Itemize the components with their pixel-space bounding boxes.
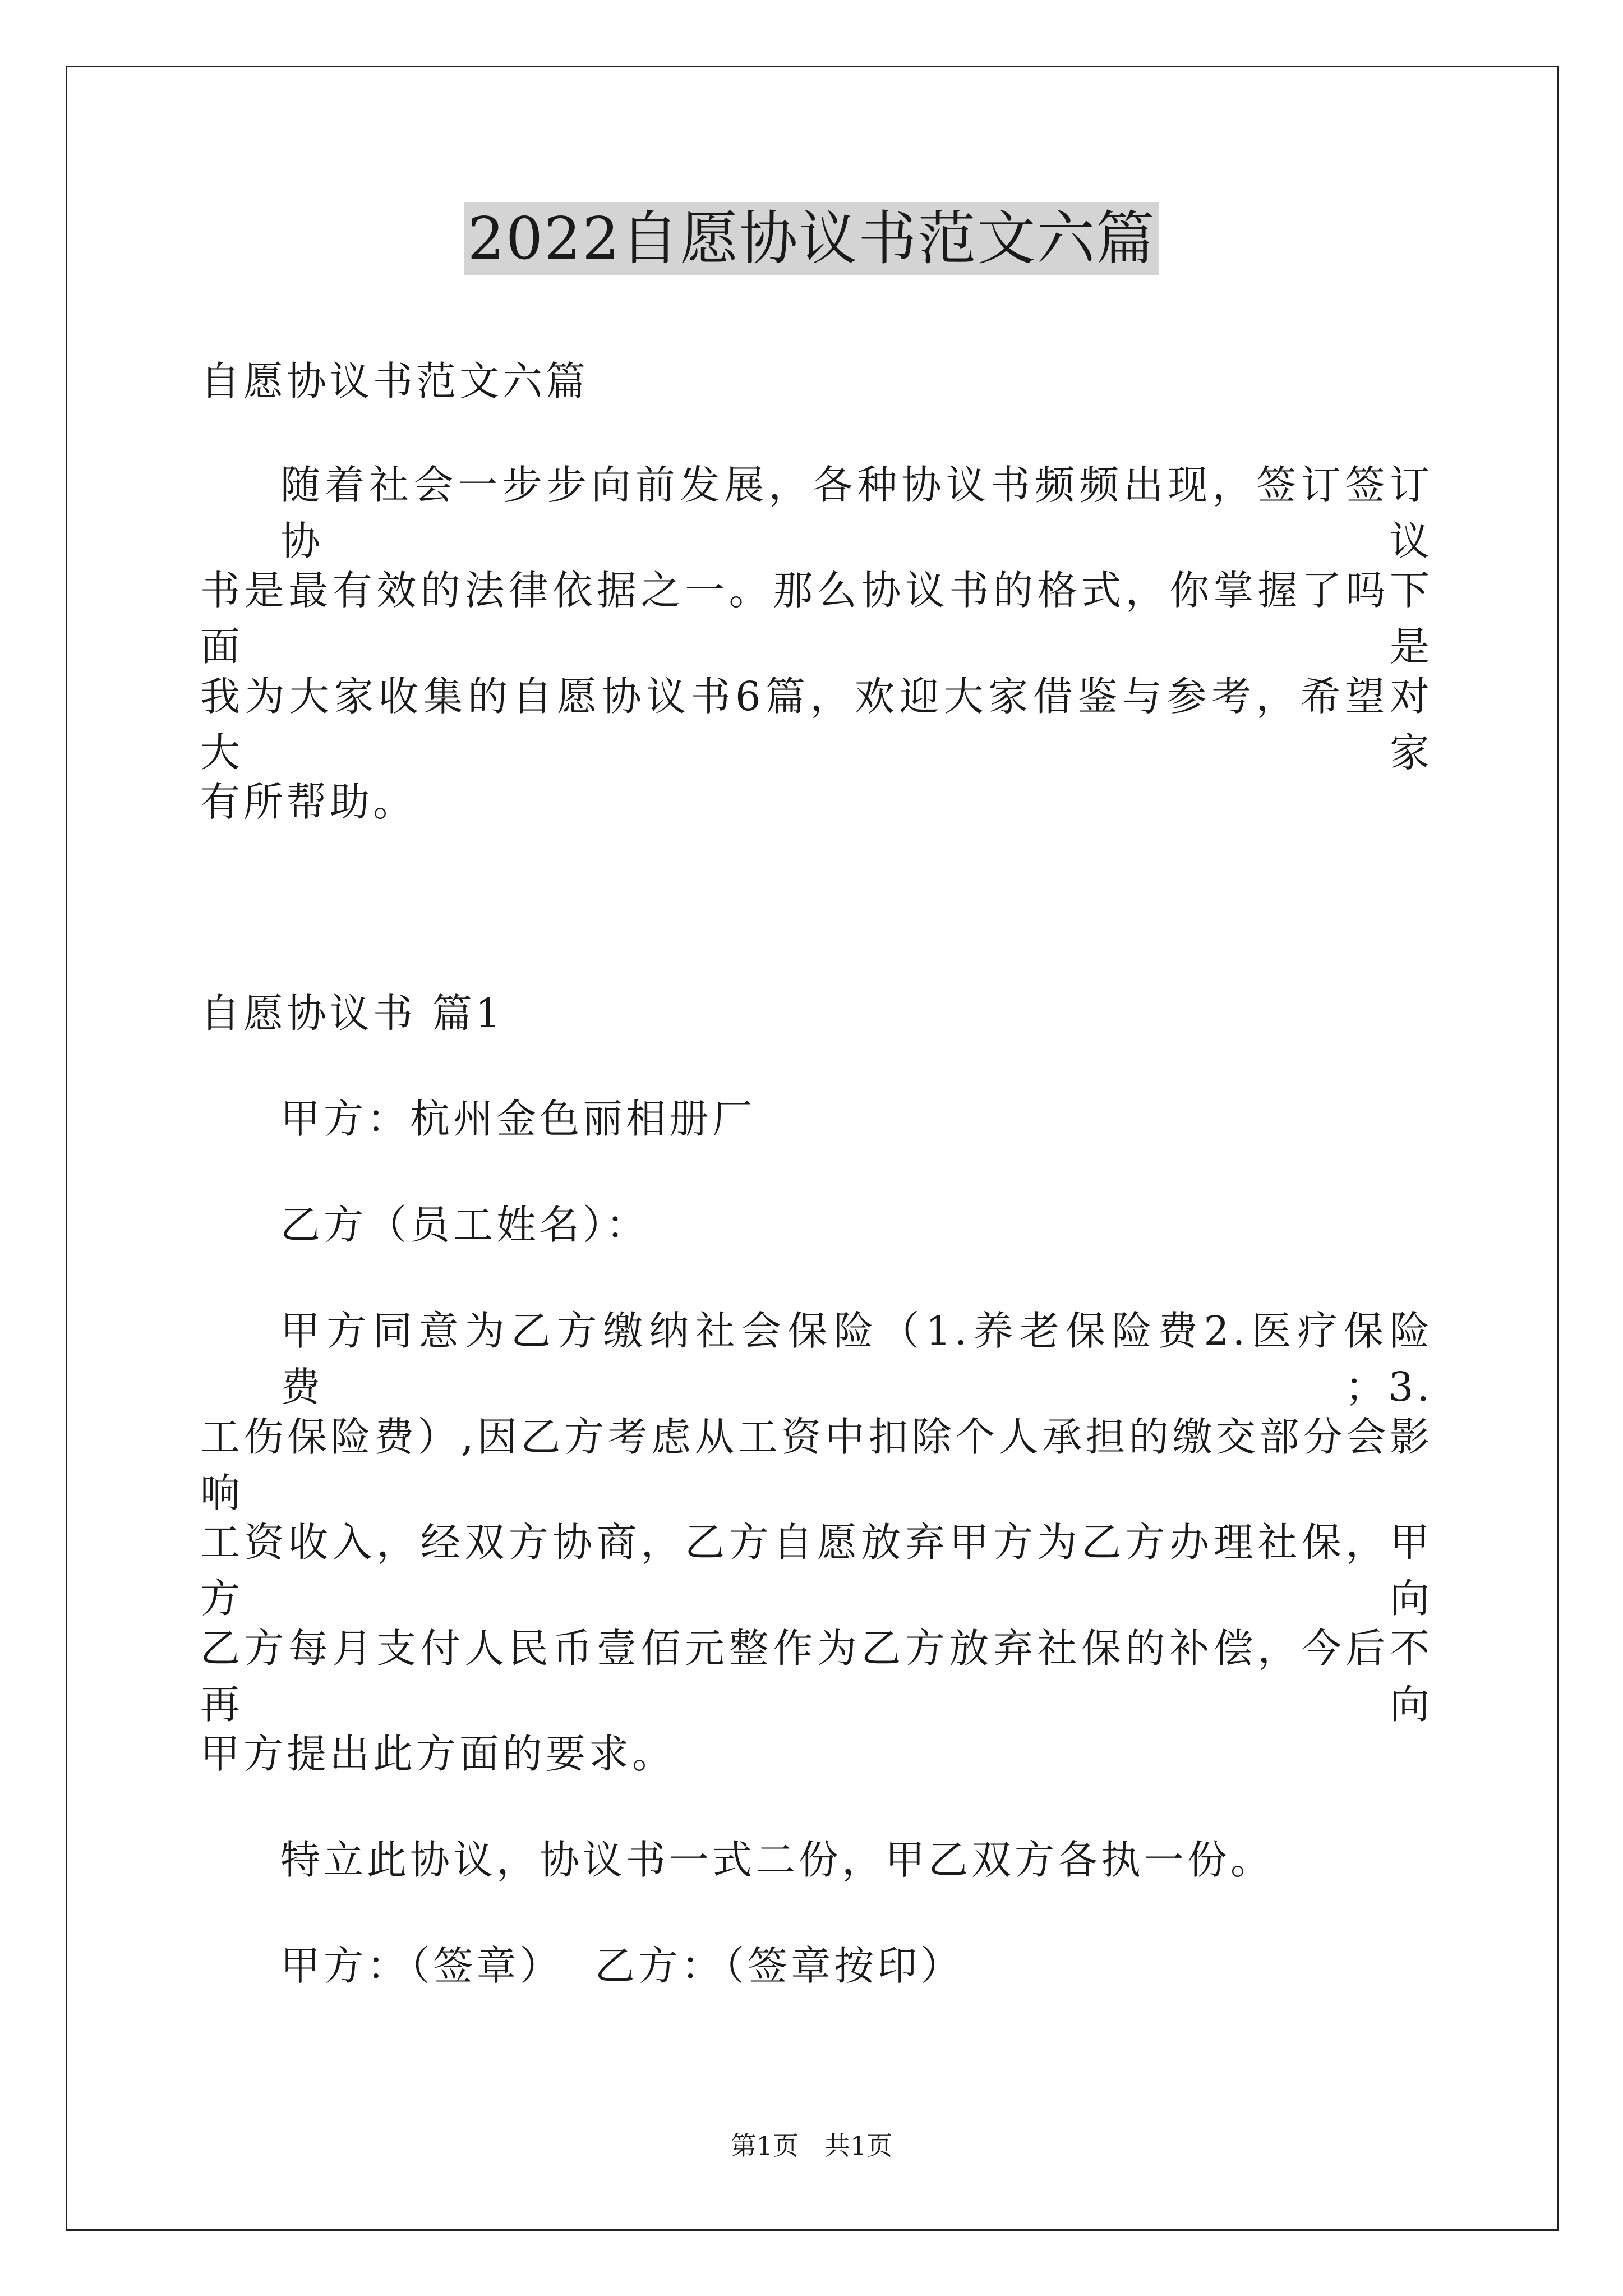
intro-line-2: 书是最有效的法律依据之一。那么协议书的格式，你掌握了吗下面是 (200, 567, 1433, 670)
party-a-line: 甲方：杭州金色丽相册厂 (280, 1096, 756, 1142)
body-line-5: 甲方提出此方面的要求。 (200, 1731, 676, 1777)
section-heading: 自愿协议书 篇1 (200, 990, 504, 1037)
intro-line-4: 有所帮助。 (200, 779, 417, 825)
document-title-text: 2022自愿协议书范文六篇 (464, 202, 1159, 275)
page-footer (0, 2129, 1623, 2162)
document-title (0, 202, 1623, 275)
page-number-current: 第1页 (730, 2131, 799, 2161)
body-line-1: 甲方同意为乙方缴纳社会保险（1.养老保险费2.医疗保险费；3. (280, 1308, 1433, 1410)
closing-statement: 特立此协议，协议书一式二份，甲乙双方各执一份。 (280, 1837, 1274, 1883)
intro-line-1: 随着社会一步步向前发展，各种协议书频频出现，签订签订协议 (280, 462, 1433, 564)
signature-line: 甲方：（签章） 乙方：（签章按印） (280, 1943, 964, 1989)
intro-line-3: 我为大家收集的自愿协议书6篇，欢迎大家借鉴与参考，希望对大家 (200, 673, 1433, 776)
page-number-total: 共1页 (824, 2131, 893, 2161)
body-line-3: 工资收入，经双方协商，乙方自愿放弃甲方为乙方办理社保，甲方向 (200, 1519, 1433, 1622)
document-subtitle: 自愿协议书范文六篇 (200, 358, 589, 404)
body-line-4: 乙方每月支付人民币壹佰元整作为乙方放弃社保的补偿，今后不再向 (200, 1625, 1433, 1728)
body-line-2: 工伤保险费）,因乙方考虑从工资中扣除个人承担的缴交部分会影响 (200, 1414, 1433, 1516)
party-b-line: 乙方（员工姓名）： (280, 1202, 649, 1248)
